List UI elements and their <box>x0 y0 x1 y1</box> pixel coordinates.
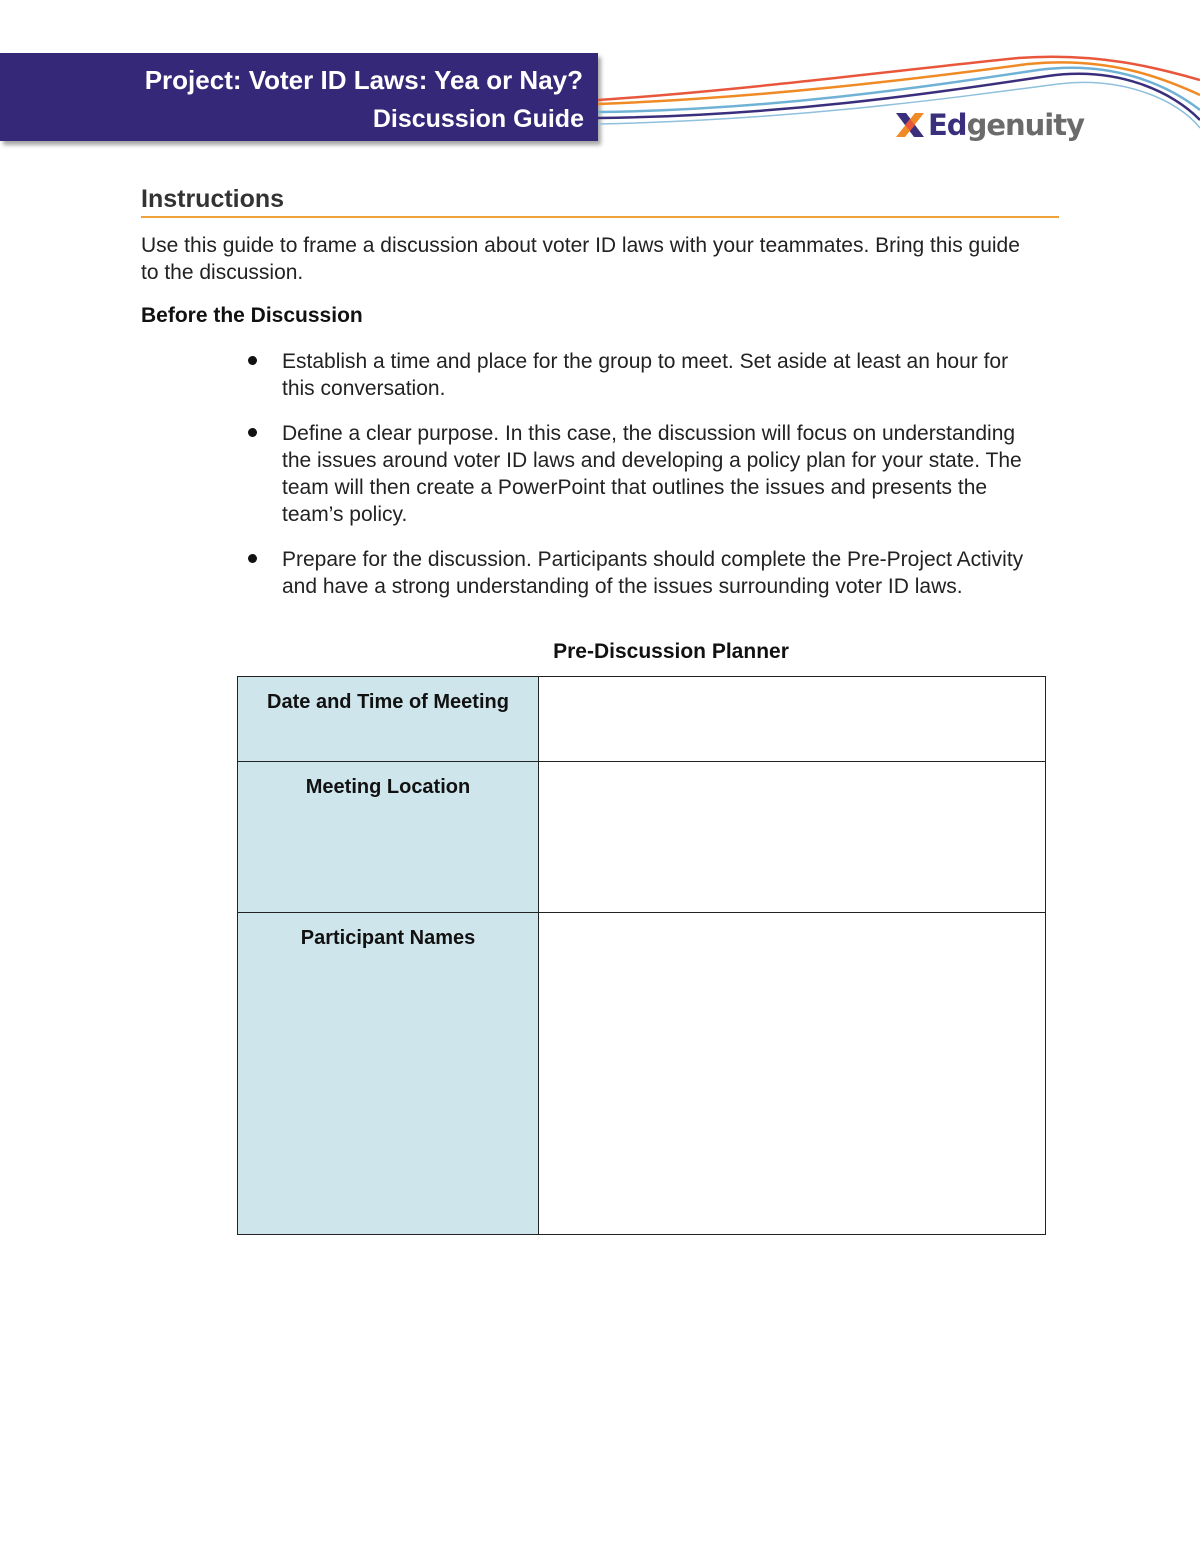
planner-caption: Pre-Discussion Planner <box>553 640 789 663</box>
pre-discussion-planner-table <box>237 676 1046 1235</box>
table-row <box>238 677 1046 762</box>
list-item-text: Prepare for the discussion. Participants should complete the Pre-Project Activity and have a strong understanding of the issues surrounding voter ID laws. <box>282 548 1024 598</box>
document-subtitle: Discussion Guide <box>372 105 584 133</box>
list-item-text: Define a clear purpose. In this case, the discussion will focus on understanding the issues around voter ID laws and developing a policy plan for your state. The team will then create a PowerPoint that outlines the issues and presents the team’s policy. <box>282 422 1022 526</box>
instructions-heading: Instructions <box>141 185 285 213</box>
row-label-location: Meeting Location <box>238 762 539 913</box>
row-label-participants: Participant Names <box>238 913 539 1235</box>
table-row <box>238 913 1046 1235</box>
edgenuity-x-icon <box>893 108 927 142</box>
document-title: Project: Voter ID Laws: Yea or Nay? <box>144 65 583 95</box>
location-field[interactable] <box>539 762 1046 913</box>
row-label-date-time: Date and Time of Meeting <box>238 677 539 762</box>
title-banner <box>0 53 598 141</box>
date-time-field[interactable] <box>539 677 1046 762</box>
bullet-icon <box>248 356 257 365</box>
table-row <box>238 762 1046 913</box>
participants-field[interactable] <box>539 913 1046 1235</box>
list-item-text: Establish a time and place for the group to meet. Set aside at least an hour for this conversation. <box>282 350 1009 400</box>
edgenuity-logo <box>893 104 1084 146</box>
intro-paragraph: Use this guide to frame a discussion about voter ID laws with your teammates. Bring this guide to the discussion. <box>141 234 1020 284</box>
bullet-list <box>240 348 1040 618</box>
bullet-icon <box>248 428 257 437</box>
list-item <box>240 420 1040 528</box>
logo-wordmark: Edgenuity <box>928 108 1085 142</box>
bullet-icon <box>248 554 257 563</box>
before-discussion-heading: Before the Discussion <box>141 304 363 327</box>
heading-rule <box>141 216 1059 218</box>
list-item <box>240 348 1040 402</box>
list-item <box>240 546 1040 600</box>
